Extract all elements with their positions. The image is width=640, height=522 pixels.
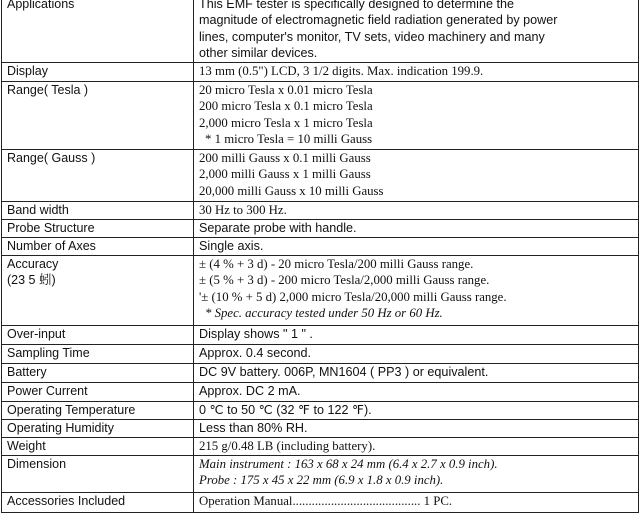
table-row <box>2 345 639 364</box>
row-label: Battery <box>2 364 194 383</box>
row-value <box>194 238 639 256</box>
table-row <box>2 202 639 220</box>
value-line: * Spec. accuracy tested under 50 Hz or 60 Hz. <box>205 306 443 321</box>
row-label: Weight <box>2 438 194 456</box>
table-row <box>2 63 639 82</box>
table-row <box>2 383 639 402</box>
row-value <box>194 202 639 220</box>
row-value <box>194 420 639 438</box>
value-line: 200 micro Tesla x 0.1 micro Tesla <box>199 99 373 114</box>
value-line: Separate probe with handle. <box>199 221 357 235</box>
table-row <box>2 493 639 513</box>
row-value <box>194 345 639 364</box>
row-label: Power Current <box>2 383 194 402</box>
spec-table <box>1 0 639 513</box>
value-line: magnitude of electromagnetic field radiation generated by power <box>199 13 558 28</box>
value-line: Main instrument : 163 x 68 x 24 mm (6.4 x 2.7 x 0.9 inch). <box>199 457 498 471</box>
table-row <box>2 402 639 420</box>
row-value <box>194 82 639 150</box>
row-label: Over-input <box>2 326 194 345</box>
row-value <box>194 456 639 493</box>
value-line: 13 mm (0.5") LCD, 3 1/2 digits. Max. indication 199.9. <box>199 64 484 78</box>
table-row <box>2 326 639 345</box>
value-line: * 1 micro Tesla = 10 milli Gauss <box>205 132 373 147</box>
row-label: Band width <box>2 202 194 220</box>
table-row <box>2 82 639 150</box>
row-value <box>194 364 639 383</box>
row-value <box>194 0 639 63</box>
value-line: ± (4 % + 3 d) - 20 micro Tesla/200 milli Gauss range. <box>199 257 474 271</box>
value-line: other similar devices. <box>199 46 318 61</box>
value-line: Operation Manual........................................ 1 PC. <box>199 494 453 508</box>
value-line: lines, computer's monitor, TV sets, video machinery and many <box>199 29 545 44</box>
table-row <box>2 456 639 493</box>
row-label: Accuracy (23 5 蚓) <box>2 256 194 326</box>
row-value <box>194 493 639 513</box>
value-line: This EMF tester is specifically designed to determine the <box>199 0 514 11</box>
row-value <box>194 256 639 326</box>
value-line: DC 9V battery. 006P, MN1604 ( PP3 ) or equivalent. <box>199 365 489 379</box>
value-line: Less than 80% RH. <box>199 421 308 435</box>
table-row <box>2 220 639 238</box>
row-label: Dimension <box>2 456 194 493</box>
table-row <box>2 364 639 383</box>
value-line: Approx. 0.4 second. <box>199 346 312 360</box>
row-value <box>194 63 639 82</box>
value-line: '± (10 % + 5 d) 2,000 micro Tesla/20,000 milli Gauss range. <box>199 289 507 304</box>
row-value <box>194 438 639 456</box>
row-label: Sampling Time <box>2 345 194 364</box>
table-row <box>2 0 639 63</box>
row-label: Operating Humidity <box>2 420 194 438</box>
value-line: Probe : 175 x 45 x 22 mm (6.9 x 1.8 x 0.9 inch). <box>199 473 444 488</box>
value-line: 30 Hz to 300 Hz. <box>199 203 287 217</box>
table-row <box>2 420 639 438</box>
row-value <box>194 150 639 202</box>
value-line: 200 milli Gauss x 0.1 milli Gauss <box>199 151 371 165</box>
value-line: Approx. DC 2 mA. <box>199 384 301 398</box>
row-label: Range( Gauss ) <box>2 150 194 202</box>
value-line: ± (5 % + 3 d) - 200 micro Tesla/2,000 milli Gauss range. <box>199 273 490 288</box>
row-label: Accessories Included <box>2 493 194 513</box>
value-line: 20 micro Tesla x 0.01 micro Tesla <box>199 83 373 97</box>
row-value <box>194 383 639 402</box>
value-line: Single axis. <box>199 239 264 253</box>
row-label: Number of Axes <box>2 238 194 256</box>
row-label: Range( Tesla ) <box>2 82 194 150</box>
table-row <box>2 150 639 202</box>
value-line: 2,000 micro Tesla x 1 micro Tesla <box>199 115 373 130</box>
table-row <box>2 238 639 256</box>
row-label: Applications <box>2 0 194 63</box>
value-line: 0 ℃ to 50 ℃ (32 ℉ to 122 ℉). <box>199 403 372 417</box>
value-line: Display shows " 1 " . <box>199 327 313 341</box>
row-label: Display <box>2 63 194 82</box>
row-value <box>194 326 639 345</box>
value-line: 2,000 milli Gauss x 1 milli Gauss <box>199 167 371 182</box>
row-value <box>194 220 639 238</box>
value-line: 215 g/0.48 LB (including battery). <box>199 439 376 453</box>
table-row <box>2 438 639 456</box>
value-line: 20,000 milli Gauss x 10 milli Gauss <box>199 183 384 198</box>
row-label: Probe Structure <box>2 220 194 238</box>
row-label: Operating Temperature <box>2 402 194 420</box>
row-value <box>194 402 639 420</box>
table-row <box>2 256 639 326</box>
row-label-note: (23 5 蚓) <box>7 273 56 287</box>
